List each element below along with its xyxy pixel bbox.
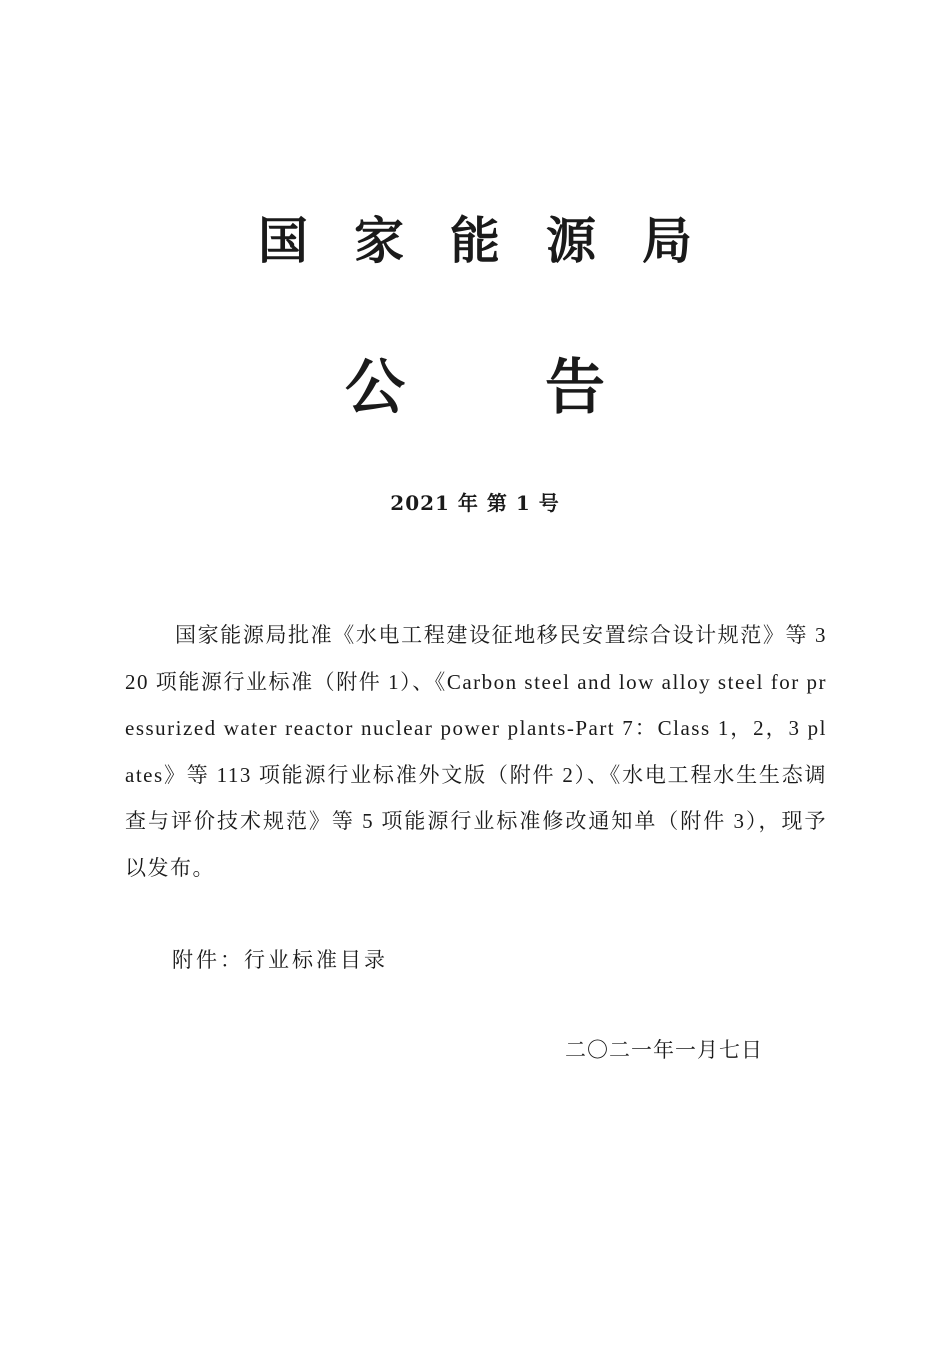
- issue-date: 二〇二一年一月七日: [565, 1038, 763, 1062]
- announcement-body: 国家能源局批准《水电工程建设征地移民安置综合设计规范》等 320 项能源行业标准（附件 1）、《Carbon steel and low alloy steel for pressurized water reactor nuclear power plants-Part 7：Class 1，2，3 plates》等 113 项能源行业标准外文版（附件 2）、《水电工程水生生态调查与评价技术规范》等 5 项能源行业标准修改通知单（附件 3），现予以发布。: [125, 623, 827, 880]
- document-number: 2021 年 第 1 号: [390, 491, 560, 515]
- issuing-organization: 国家能源局: [258, 211, 738, 270]
- document-type-heading: 公告: [345, 353, 745, 423]
- attachment-label: 附件：行业标准目录: [172, 948, 388, 972]
